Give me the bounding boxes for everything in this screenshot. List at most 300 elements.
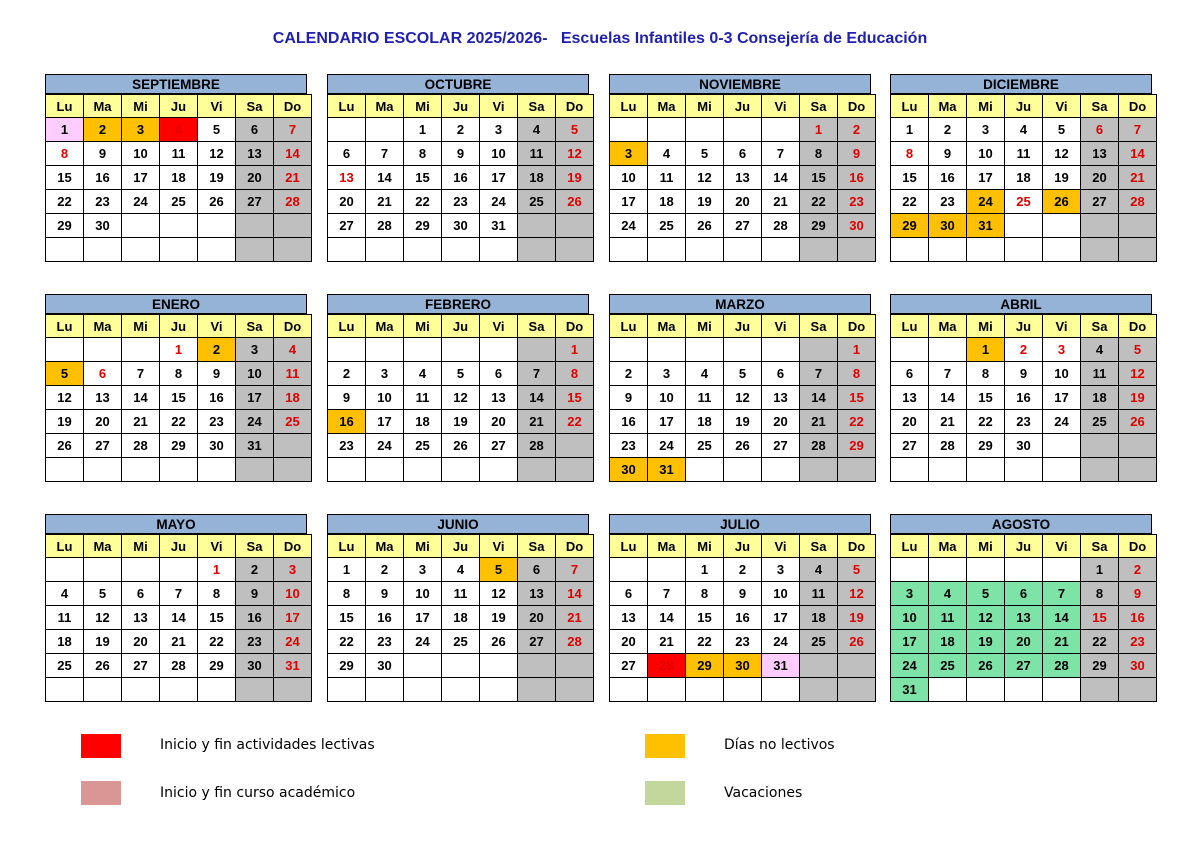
day-cell: 24 <box>891 654 929 678</box>
weekday-header: Vi <box>762 315 800 338</box>
day-cell: 27 <box>122 654 160 678</box>
day-cell: 13 <box>236 142 274 166</box>
day-cell: 20 <box>891 410 929 434</box>
weekday-header: Do <box>274 535 312 558</box>
day-cell: 1 <box>46 118 84 142</box>
day-cell: 10 <box>967 142 1005 166</box>
day-cell: 19 <box>480 606 518 630</box>
day-cell: 22 <box>46 190 84 214</box>
month-diciembre <box>890 74 1152 262</box>
day-cell: 25 <box>929 654 967 678</box>
day-cell: 12 <box>1043 142 1081 166</box>
day-cell: 2 <box>838 118 876 142</box>
empty-cell <box>929 558 967 582</box>
empty-cell <box>160 238 198 262</box>
empty-cell <box>556 654 594 678</box>
day-cell: 28 <box>274 190 312 214</box>
empty-cell <box>122 458 160 482</box>
day-cell: 24 <box>274 630 312 654</box>
weekday-header: Mi <box>967 95 1005 118</box>
empty-cell <box>610 238 648 262</box>
day-cell: 30 <box>236 654 274 678</box>
day-cell: 1 <box>328 558 366 582</box>
day-cell: 22 <box>328 630 366 654</box>
day-cell: 15 <box>838 386 876 410</box>
day-cell: 16 <box>610 410 648 434</box>
day-cell: 17 <box>274 606 312 630</box>
empty-cell <box>800 654 838 678</box>
day-cell: 25 <box>404 434 442 458</box>
day-cell: 1 <box>967 338 1005 362</box>
day-cell: 9 <box>198 362 236 386</box>
day-cell: 21 <box>1043 630 1081 654</box>
empty-cell <box>518 458 556 482</box>
empty-cell <box>328 458 366 482</box>
day-cell: 7 <box>762 142 800 166</box>
weekday-header: Vi <box>762 535 800 558</box>
day-cell: 1 <box>800 118 838 142</box>
month-grid <box>609 94 876 262</box>
month-grid <box>890 314 1157 482</box>
empty-cell <box>84 238 122 262</box>
day-cell: 15 <box>160 386 198 410</box>
day-cell: 11 <box>274 362 312 386</box>
day-cell: 24 <box>480 190 518 214</box>
empty-cell <box>84 338 122 362</box>
empty-cell <box>1043 214 1081 238</box>
day-cell: 2 <box>84 118 122 142</box>
month-octubre <box>327 74 589 262</box>
day-cell: 21 <box>274 166 312 190</box>
day-cell: 24 <box>762 630 800 654</box>
day-cell: 27 <box>236 190 274 214</box>
day-cell: 31 <box>762 654 800 678</box>
day-cell: 22 <box>404 190 442 214</box>
day-cell: 2 <box>442 118 480 142</box>
empty-cell <box>1005 558 1043 582</box>
empty-cell <box>1081 458 1119 482</box>
day-cell: 29 <box>328 654 366 678</box>
day-cell: 21 <box>929 410 967 434</box>
month-abril <box>890 294 1152 482</box>
day-cell: 4 <box>274 338 312 362</box>
day-cell: 7 <box>518 362 556 386</box>
weekday-header: Lu <box>46 535 84 558</box>
day-cell: 26 <box>967 654 1005 678</box>
day-cell: 23 <box>838 190 876 214</box>
weekday-header: Ma <box>366 535 404 558</box>
day-cell: 26 <box>686 214 724 238</box>
day-cell: 6 <box>891 362 929 386</box>
day-cell: 5 <box>46 362 84 386</box>
day-cell: 29 <box>1081 654 1119 678</box>
month-grid <box>609 534 876 702</box>
legend-swatch-vacaciones <box>645 781 685 805</box>
weekday-header: Vi <box>198 95 236 118</box>
day-cell: 27 <box>518 630 556 654</box>
weekday-header: Ma <box>84 535 122 558</box>
weekday-header: Lu <box>46 315 84 338</box>
day-cell: 22 <box>1081 630 1119 654</box>
weekday-header: Sa <box>1081 535 1119 558</box>
day-cell: 11 <box>1081 362 1119 386</box>
day-cell: 17 <box>610 190 648 214</box>
day-cell: 14 <box>800 386 838 410</box>
day-cell: 1 <box>556 338 594 362</box>
empty-cell <box>686 238 724 262</box>
day-cell: 13 <box>84 386 122 410</box>
weekday-header: Ju <box>160 535 198 558</box>
day-cell: 28 <box>160 654 198 678</box>
empty-cell <box>648 338 686 362</box>
day-cell: 25 <box>800 630 838 654</box>
day-cell: 6 <box>518 558 556 582</box>
weekday-header: Lu <box>610 95 648 118</box>
day-cell: 14 <box>648 606 686 630</box>
day-cell: 30 <box>610 458 648 482</box>
empty-cell <box>328 118 366 142</box>
day-cell: 16 <box>328 410 366 434</box>
legend-label-curso: Inicio y fin curso académico <box>160 785 356 801</box>
day-cell: 20 <box>236 166 274 190</box>
day-cell: 28 <box>366 214 404 238</box>
day-cell: 13 <box>610 606 648 630</box>
day-cell: 3 <box>274 558 312 582</box>
empty-cell <box>800 238 838 262</box>
day-cell: 9 <box>442 142 480 166</box>
day-cell: 8 <box>686 582 724 606</box>
day-cell: 13 <box>328 166 366 190</box>
day-cell: 30 <box>929 214 967 238</box>
empty-cell <box>160 458 198 482</box>
day-cell: 25 <box>1081 410 1119 434</box>
day-cell: 16 <box>1119 606 1157 630</box>
day-cell: 16 <box>442 166 480 190</box>
day-cell: 11 <box>442 582 480 606</box>
day-cell: 2 <box>1005 338 1043 362</box>
day-cell: 19 <box>967 630 1005 654</box>
day-cell: 21 <box>122 410 160 434</box>
weekday-header: Sa <box>1081 315 1119 338</box>
day-cell: 23 <box>366 630 404 654</box>
day-cell: 28 <box>1119 190 1157 214</box>
empty-cell <box>762 238 800 262</box>
day-cell: 3 <box>967 118 1005 142</box>
empty-cell <box>328 678 366 702</box>
day-cell: 7 <box>274 118 312 142</box>
day-cell: 30 <box>838 214 876 238</box>
month-marzo <box>609 294 871 482</box>
day-cell: 29 <box>967 434 1005 458</box>
day-cell: 3 <box>762 558 800 582</box>
day-cell: 21 <box>1119 166 1157 190</box>
empty-cell <box>480 458 518 482</box>
empty-cell <box>686 458 724 482</box>
day-cell: 11 <box>404 386 442 410</box>
day-cell: 26 <box>556 190 594 214</box>
empty-cell <box>366 458 404 482</box>
day-cell: 11 <box>800 582 838 606</box>
weekday-header: Do <box>274 315 312 338</box>
empty-cell <box>480 238 518 262</box>
day-cell: 14 <box>762 166 800 190</box>
empty-cell <box>198 678 236 702</box>
day-cell: 14 <box>274 142 312 166</box>
day-cell: 1 <box>404 118 442 142</box>
day-cell: 10 <box>1043 362 1081 386</box>
weekday-header: Do <box>1119 315 1157 338</box>
weekday-header: Mi <box>686 315 724 338</box>
day-cell: 29 <box>686 654 724 678</box>
empty-cell <box>686 678 724 702</box>
empty-cell <box>236 214 274 238</box>
day-cell: 6 <box>328 142 366 166</box>
weekday-header: Ju <box>724 535 762 558</box>
day-cell: 27 <box>1081 190 1119 214</box>
empty-cell <box>274 434 312 458</box>
day-cell: 5 <box>967 582 1005 606</box>
day-cell: 30 <box>198 434 236 458</box>
day-cell: 19 <box>84 630 122 654</box>
empty-cell <box>442 654 480 678</box>
month-enero <box>45 294 307 482</box>
day-cell: 6 <box>122 582 160 606</box>
day-cell: 15 <box>967 386 1005 410</box>
empty-cell <box>46 458 84 482</box>
day-cell: 29 <box>891 214 929 238</box>
day-cell: 13 <box>891 386 929 410</box>
empty-cell <box>610 118 648 142</box>
day-cell: 28 <box>1043 654 1081 678</box>
day-cell: 28 <box>122 434 160 458</box>
day-cell: 20 <box>1081 166 1119 190</box>
day-cell: 18 <box>800 606 838 630</box>
weekday-header: Ju <box>724 95 762 118</box>
day-cell: 22 <box>800 190 838 214</box>
day-cell: 13 <box>480 386 518 410</box>
day-cell: 16 <box>198 386 236 410</box>
weekday-header: Do <box>838 95 876 118</box>
day-cell: 8 <box>1081 582 1119 606</box>
empty-cell <box>236 458 274 482</box>
weekday-header: Mi <box>122 95 160 118</box>
month-name: ABRIL <box>890 294 1152 314</box>
day-cell: 4 <box>1081 338 1119 362</box>
month-agosto <box>890 514 1152 702</box>
empty-cell <box>762 338 800 362</box>
day-cell: 2 <box>929 118 967 142</box>
empty-cell <box>366 238 404 262</box>
empty-cell <box>1119 214 1157 238</box>
empty-cell <box>1043 458 1081 482</box>
empty-cell <box>366 338 404 362</box>
empty-cell <box>891 338 929 362</box>
day-cell: 31 <box>967 214 1005 238</box>
day-cell: 1 <box>891 118 929 142</box>
day-cell: 5 <box>838 558 876 582</box>
weekday-header: Lu <box>46 95 84 118</box>
day-cell: 14 <box>122 386 160 410</box>
weekday-header: Lu <box>328 315 366 338</box>
weekday-header: Vi <box>480 315 518 338</box>
empty-cell <box>46 238 84 262</box>
day-cell: 10 <box>366 386 404 410</box>
empty-cell <box>967 678 1005 702</box>
day-cell: 27 <box>480 434 518 458</box>
day-cell: 23 <box>610 434 648 458</box>
day-cell: 27 <box>328 214 366 238</box>
day-cell: 25 <box>274 410 312 434</box>
empty-cell <box>1119 678 1157 702</box>
day-cell: 13 <box>1081 142 1119 166</box>
empty-cell <box>480 338 518 362</box>
day-cell: 21 <box>160 630 198 654</box>
day-cell: 24 <box>967 190 1005 214</box>
day-cell: 28 <box>929 434 967 458</box>
day-cell: 21 <box>800 410 838 434</box>
day-cell: 17 <box>967 166 1005 190</box>
month-name: DICIEMBRE <box>890 74 1152 94</box>
empty-cell <box>480 654 518 678</box>
day-cell: 15 <box>198 606 236 630</box>
month-grid <box>327 94 594 262</box>
day-cell: 5 <box>198 118 236 142</box>
weekday-header: Vi <box>480 535 518 558</box>
empty-cell <box>929 458 967 482</box>
day-cell: 23 <box>1119 630 1157 654</box>
weekday-header: Ju <box>160 95 198 118</box>
day-cell: 12 <box>480 582 518 606</box>
day-cell: 30 <box>366 654 404 678</box>
day-cell: 10 <box>404 582 442 606</box>
day-cell: 12 <box>84 606 122 630</box>
day-cell: 15 <box>1081 606 1119 630</box>
empty-cell <box>929 338 967 362</box>
empty-cell <box>891 238 929 262</box>
day-cell: 19 <box>46 410 84 434</box>
day-cell: 4 <box>404 362 442 386</box>
day-cell: 4 <box>46 582 84 606</box>
day-cell: 23 <box>724 630 762 654</box>
day-cell: 1 <box>160 338 198 362</box>
day-cell: 1 <box>838 338 876 362</box>
day-cell: 7 <box>556 558 594 582</box>
day-cell: 8 <box>556 362 594 386</box>
empty-cell <box>198 458 236 482</box>
day-cell: 10 <box>610 166 648 190</box>
day-cell: 29 <box>838 434 876 458</box>
legend-label-vacaciones: Vacaciones <box>724 785 803 801</box>
day-cell: 8 <box>404 142 442 166</box>
day-cell: 27 <box>84 434 122 458</box>
day-cell: 6 <box>236 118 274 142</box>
day-cell: 19 <box>838 606 876 630</box>
empty-cell <box>556 434 594 458</box>
day-cell: 17 <box>891 630 929 654</box>
day-cell: 13 <box>724 166 762 190</box>
day-cell: 8 <box>198 582 236 606</box>
weekday-header: Sa <box>518 535 556 558</box>
day-cell: 30 <box>84 214 122 238</box>
empty-cell <box>1005 238 1043 262</box>
day-cell: 3 <box>366 362 404 386</box>
day-cell: 9 <box>236 582 274 606</box>
day-cell: 12 <box>556 142 594 166</box>
empty-cell <box>1043 238 1081 262</box>
day-cell: 3 <box>122 118 160 142</box>
day-cell: 30 <box>1119 654 1157 678</box>
day-cell: 21 <box>366 190 404 214</box>
day-cell: 7 <box>929 362 967 386</box>
day-cell: 17 <box>762 606 800 630</box>
empty-cell <box>838 458 876 482</box>
day-cell: 19 <box>198 166 236 190</box>
day-cell: 16 <box>1005 386 1043 410</box>
day-cell: 17 <box>648 410 686 434</box>
legend-swatch-actividades <box>81 734 121 758</box>
empty-cell <box>518 654 556 678</box>
day-cell: 25 <box>46 654 84 678</box>
empty-cell <box>556 214 594 238</box>
empty-cell <box>648 238 686 262</box>
day-cell: 22 <box>838 410 876 434</box>
day-cell: 11 <box>686 386 724 410</box>
empty-cell <box>442 678 480 702</box>
day-cell: 26 <box>84 654 122 678</box>
empty-cell <box>404 458 442 482</box>
day-cell: 11 <box>46 606 84 630</box>
day-cell: 31 <box>236 434 274 458</box>
day-cell: 24 <box>366 434 404 458</box>
day-cell: 20 <box>518 606 556 630</box>
day-cell: 2 <box>366 558 404 582</box>
empty-cell <box>610 558 648 582</box>
day-cell: 31 <box>891 678 929 702</box>
day-cell: 3 <box>891 582 929 606</box>
empty-cell <box>1005 214 1043 238</box>
day-cell: 4 <box>800 558 838 582</box>
day-cell: 9 <box>1005 362 1043 386</box>
day-cell: 15 <box>800 166 838 190</box>
weekday-header: Mi <box>967 315 1005 338</box>
day-cell: 25 <box>686 434 724 458</box>
day-cell: 27 <box>1005 654 1043 678</box>
day-cell: 29 <box>404 214 442 238</box>
legend-label-nolectivos: Días no lectivos <box>724 737 835 753</box>
day-cell: 6 <box>480 362 518 386</box>
empty-cell <box>404 678 442 702</box>
day-cell: 9 <box>838 142 876 166</box>
empty-cell <box>1081 434 1119 458</box>
empty-cell <box>800 338 838 362</box>
day-cell: 15 <box>404 166 442 190</box>
empty-cell <box>556 458 594 482</box>
day-cell: 7 <box>160 582 198 606</box>
empty-cell <box>274 238 312 262</box>
day-cell: 18 <box>1005 166 1043 190</box>
day-cell: 4 <box>160 118 198 142</box>
day-cell: 1 <box>1081 558 1119 582</box>
empty-cell <box>198 238 236 262</box>
day-cell: 25 <box>648 214 686 238</box>
month-febrero <box>327 294 589 482</box>
day-cell: 14 <box>366 166 404 190</box>
day-cell: 12 <box>46 386 84 410</box>
day-cell: 11 <box>518 142 556 166</box>
day-cell: 26 <box>198 190 236 214</box>
day-cell: 6 <box>610 582 648 606</box>
day-cell: 15 <box>328 606 366 630</box>
